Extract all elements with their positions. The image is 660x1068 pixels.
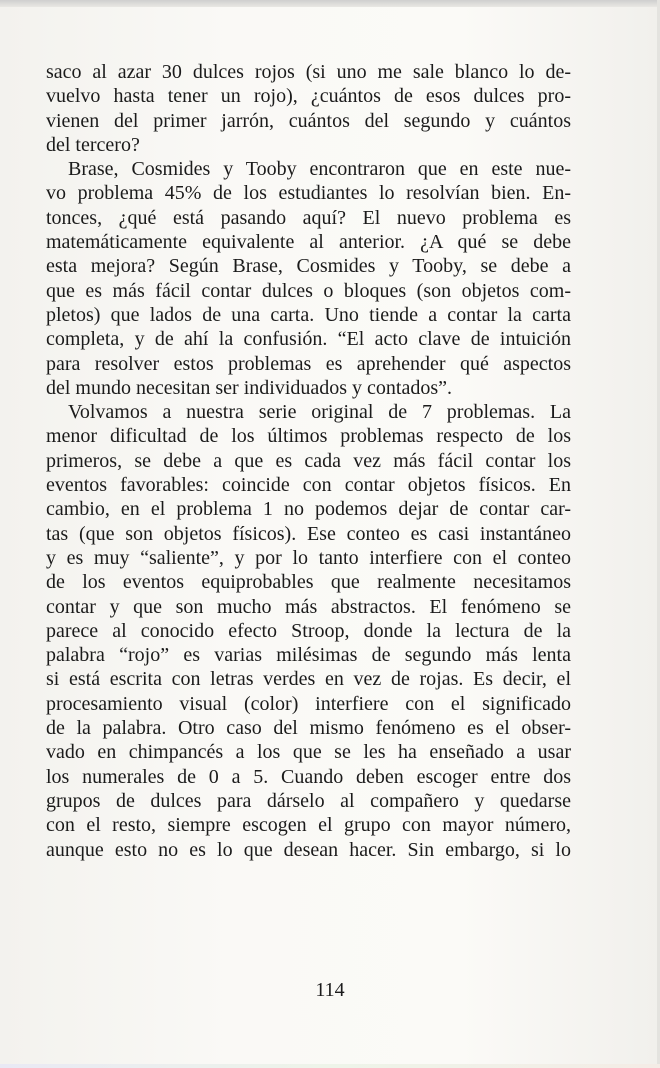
text-line: de los eventos equiprobables que realmente necesitamos [46,571,571,594]
text-line: pletos) que lados de una carta. Uno tiende a contar la carta [46,303,571,326]
text-line: contar y que son mucho más abstractos. El fenómeno se [46,595,571,618]
text-line: que es más fácil contar dulces o bloques (son objetos com- [46,279,571,302]
text-line: y es muy “saliente”, y por lo tanto interfiere con el conteo [46,546,571,569]
text-line: vado en chimpancés a los que se les ha enseñado a usar [46,741,571,764]
text-line: con el resto, siempre escogen el grupo con mayor número, [46,814,571,837]
text-line: matemáticamente equivalente al anterior. ¿A qué se debe [46,231,571,254]
text-line: de la palabra. Otro caso del mismo fenómeno es el obser- [46,717,571,740]
text-line: para resolver estos problemas es aprehender qué aspectos [46,352,571,375]
text-line: palabra “rojo” es varias milésimas de segundo más lenta [46,644,571,667]
body-text [46,60,571,862]
text-line: tas (que son objetos físicos). Ese conteo es casi instantáneo [46,522,571,545]
text-line: vienen del primer jarrón, cuántos del segundo y cuántos [46,109,571,132]
text-line: tonces, ¿qué está pasando aquí? El nuevo problema es [46,206,571,229]
text-line: parece al conocido efecto Stroop, donde la lectura de la [46,619,571,642]
text-line: esta mejora? Según Brase, Cosmides y Tooby, se debe a [46,255,571,278]
text-line: Brase, Cosmides y Tooby encontraron que en este nue- [68,158,571,181]
text-line: cambio, en el problema 1 no podemos dejar de contar car- [46,498,571,521]
text-line: completa, y de ahí la confusión. “El acto clave de intuición [46,328,571,351]
text-line: del tercero? [46,133,140,156]
page-number: 114 [315,979,345,1001]
text-line: eventos favorables: coincide con contar objetos físicos. En [46,474,571,497]
text-line: saco al azar 30 dulces rojos (si uno me sale blanco lo de- [46,61,571,83]
text-line: grupos de dulces para dárselo al compañero y quedarse [46,789,571,812]
text-line: procesamiento visual (color) interfiere con el significado [46,692,571,715]
page-top-shadow [0,0,660,7]
text-line: primeros, se debe a que es cada vez más fácil contar los [46,449,571,472]
text-line: si está escrita con letras verdes en vez de rojas. Es decir, el [46,668,571,691]
page-bottom-edge [0,1064,660,1068]
text-line: aunque esto no es lo que desean hacer. Sin embargo, si lo [46,838,571,861]
text-line: menor dificultad de los últimos problemas respecto de los [46,425,571,448]
text-line: los numerales de 0 a 5. Cuando deben escoger entre dos [46,765,571,788]
text-line: del mundo necesitan ser individuados y contados”. [46,376,453,399]
text-line: Volvamos a nuestra serie original de 7 problemas. La [68,401,571,424]
text-line: vuelvo hasta tener un rojo), ¿cuántos de esos dulces pro- [46,85,571,108]
text-line: vo problema 45% de los estudiantes lo resolvían bien. En- [46,182,571,205]
